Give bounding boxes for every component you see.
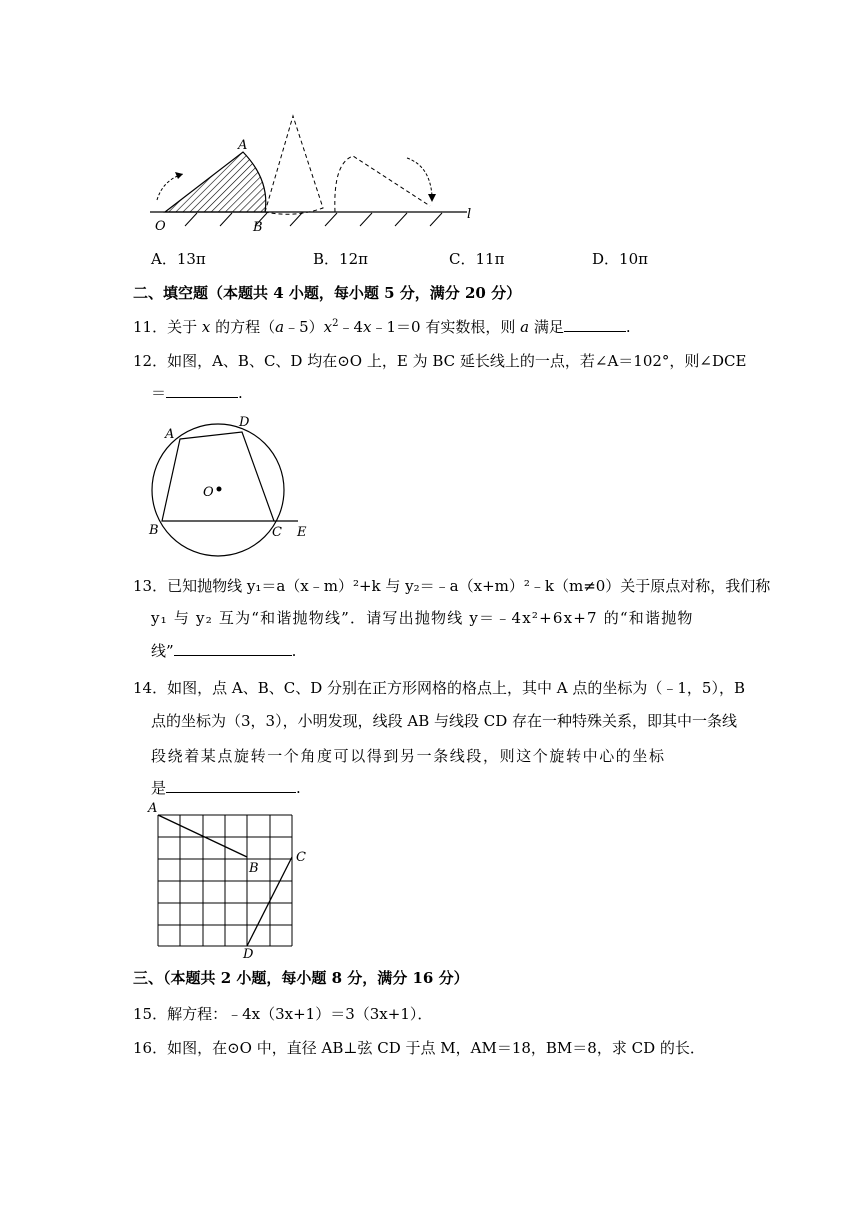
label-A: A [148, 801, 158, 816]
question-14-line1: 14．如图，点 A、B、C、D 分别在正方形网格的格点上，其中 A 点的坐标为（﹣1，5），B [133, 679, 745, 697]
label-B: B [149, 523, 159, 538]
question-15: 15．解方程：﹣4x（3x+1）＝3（3x+1）． [133, 1005, 433, 1023]
label-A: A [238, 138, 248, 153]
question-13-line2: y₁ 与 y₂ 互为“和谐抛物线”．请写出抛物线 y＝﹣4x²+6x+7 的“和谐抛物 [151, 609, 694, 627]
question-14-line3: 段绕着某点旋转一个角度可以得到另一条线段，则这个旋转中心的坐标 [151, 747, 666, 765]
label-D: D [243, 947, 254, 960]
label-E: E [297, 525, 307, 540]
question-16: 16．如图，在⊙O 中，直径 AB⊥弦 CD 于点 M，AM＝18，BM＝8，求 CD 的长． [133, 1039, 705, 1057]
label-B: B [253, 220, 263, 233]
quadrilateral-abcd [162, 432, 274, 521]
label-O: O [203, 485, 214, 500]
label-D: D [239, 415, 250, 430]
question-13-line1: 13．已知抛物线 y₁＝a（x﹣m）²+k 与 y₂＝﹣a（x+m）²﹣k（m≠0）关于原点对称，我们称 [133, 577, 771, 595]
rolling-sector-figure [145, 108, 485, 233]
answer-blank-12[interactable] [166, 383, 238, 398]
label-C: C [296, 850, 306, 865]
section-2-title: 二、填空题（本题共 4 小题，每小题 5 分，满分 20 分） [133, 284, 522, 302]
section-3-title: 三、（本题共 2 小题，每小题 8 分，满分 16 分） [133, 969, 469, 987]
question-14-line4: 是 . [151, 779, 301, 797]
answer-blank-11[interactable] [564, 317, 626, 332]
center-point [217, 487, 222, 492]
option-b: B．12π [313, 250, 368, 268]
shaded-sector [165, 152, 266, 212]
question-14-line2: 点的坐标为（3，3），小明发现，线段 AB 与线段 CD 存在一种特殊关系，即其中一条线 [151, 712, 738, 730]
grid-lines [158, 815, 292, 946]
option-d: D．10π [592, 250, 648, 268]
question-12-line2: ＝ . [151, 384, 243, 402]
dashed-lying-sector [335, 156, 430, 212]
dashed-upright-sector [265, 116, 323, 214]
question-13-line3: 线” . [151, 642, 297, 660]
option-c: C．11π [449, 250, 505, 268]
label-O: O [155, 219, 166, 233]
label-l: l [467, 207, 472, 222]
option-a: A．13π [151, 250, 206, 268]
label-C: C [272, 525, 282, 540]
circle-quadrilateral-figure [140, 410, 330, 560]
answer-blank-14[interactable] [166, 778, 296, 793]
answer-blank-13[interactable] [174, 641, 292, 656]
rotation-arrow-right [407, 158, 432, 196]
question-11: 11．关于 x 的方程$(a﹣5)x^2﹣4x﹣1=0$ 有实数根，则 a 满足 . [133, 318, 631, 336]
grid-figure [145, 800, 315, 960]
label-B: B [249, 861, 259, 876]
label-A: A [165, 427, 175, 442]
question-12-line1: 12．如图，A、B、C、D 均在⊙O 上，E 为 BC 延长线上的一点，若∠A＝102°，则∠DCE [133, 352, 747, 370]
ground-hatching [185, 213, 442, 226]
